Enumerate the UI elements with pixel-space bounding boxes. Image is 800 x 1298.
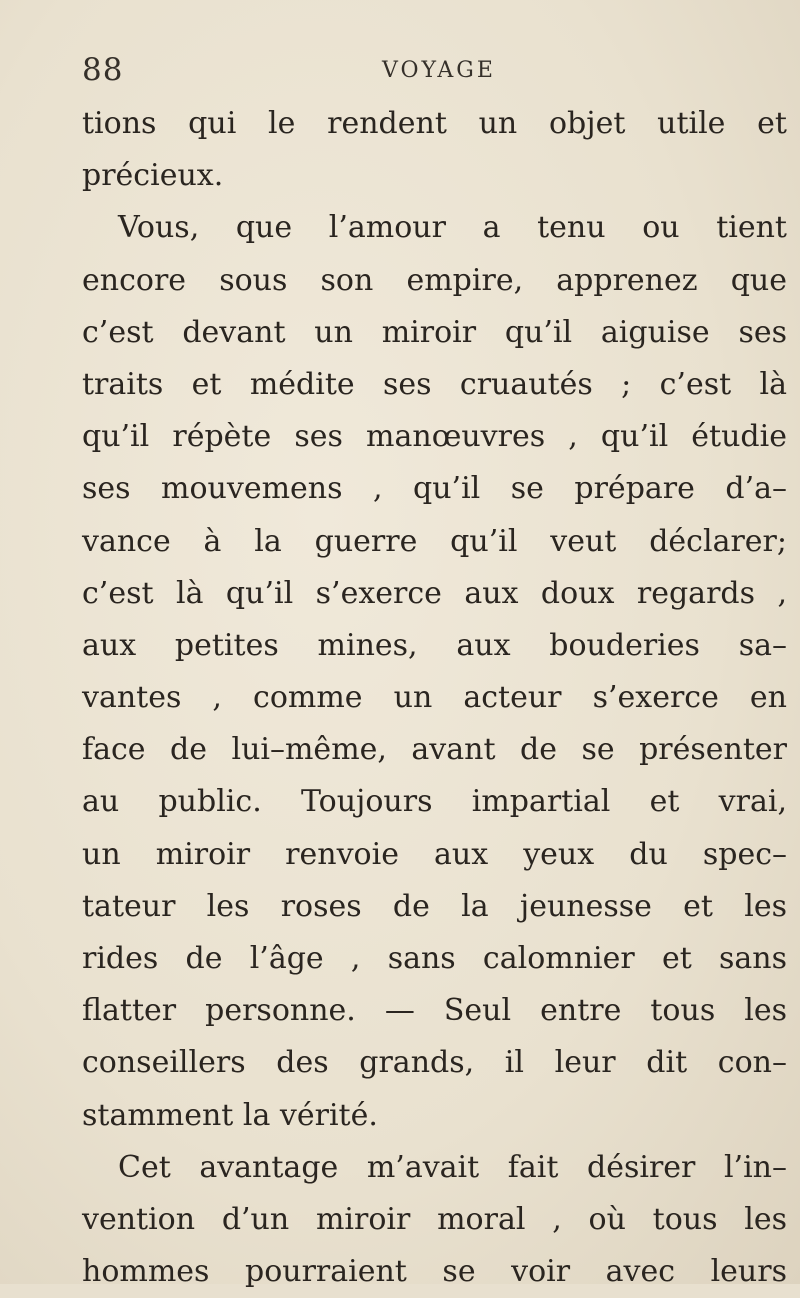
text-line: conseillers des grands, il leur dit con– bbox=[82, 1045, 787, 1081]
text-line: Vous, que l’amour a tenu ou tient bbox=[118, 210, 787, 246]
text-line: hommes pourraient se voir avec leurs bbox=[82, 1254, 787, 1290]
text-line: vention d’un miroir moral , où tous les bbox=[82, 1201, 787, 1237]
text-line: traits et médite ses cruautés ; c’est là bbox=[82, 366, 787, 402]
running-title: VOYAGE bbox=[382, 58, 496, 83]
text-line: encore sous son empire, apprenez que bbox=[82, 262, 787, 298]
text-line: face de lui–même, avant de se présenter bbox=[82, 732, 787, 768]
running-head bbox=[82, 52, 782, 92]
text-line: flatter personne. — Seul entre tous les bbox=[82, 993, 787, 1029]
text-line: un miroir renvoie aux yeux du spec– bbox=[82, 836, 787, 872]
text-line: stamment la vérité. bbox=[82, 1097, 378, 1133]
text-line: tateur les roses de la jeunesse et les bbox=[82, 888, 787, 924]
text-line: c’est devant un miroir qu’il aiguise ses bbox=[82, 314, 787, 350]
text-line: rides de l’âge , sans calomnier et sans bbox=[82, 941, 787, 976]
text-line: Cet avantage m’avait fait désirer l’in– bbox=[118, 1149, 787, 1185]
text-line: vantes , comme un acteur s’exerce en bbox=[82, 680, 787, 716]
text-line: précieux. bbox=[82, 158, 224, 194]
text-line: au public. Toujours impartial et vrai, bbox=[82, 784, 787, 820]
page-number: 88 bbox=[82, 52, 124, 88]
text-line: c’est là qu’il s’exerce aux doux regards , bbox=[82, 575, 787, 611]
text-line: tions qui le rendent un objet utile et bbox=[82, 106, 787, 141]
text-line: ses mouvemens , qu’il se prépare d’a– bbox=[82, 471, 787, 507]
text-line: qu’il répète ses manœuvres , qu’il étudie bbox=[82, 419, 787, 455]
body-text bbox=[82, 98, 787, 1298]
text-line: vance à la guerre qu’il veut déclarer; bbox=[82, 523, 787, 559]
text-line: aux petites mines, aux bouderies sa– bbox=[82, 627, 787, 663]
